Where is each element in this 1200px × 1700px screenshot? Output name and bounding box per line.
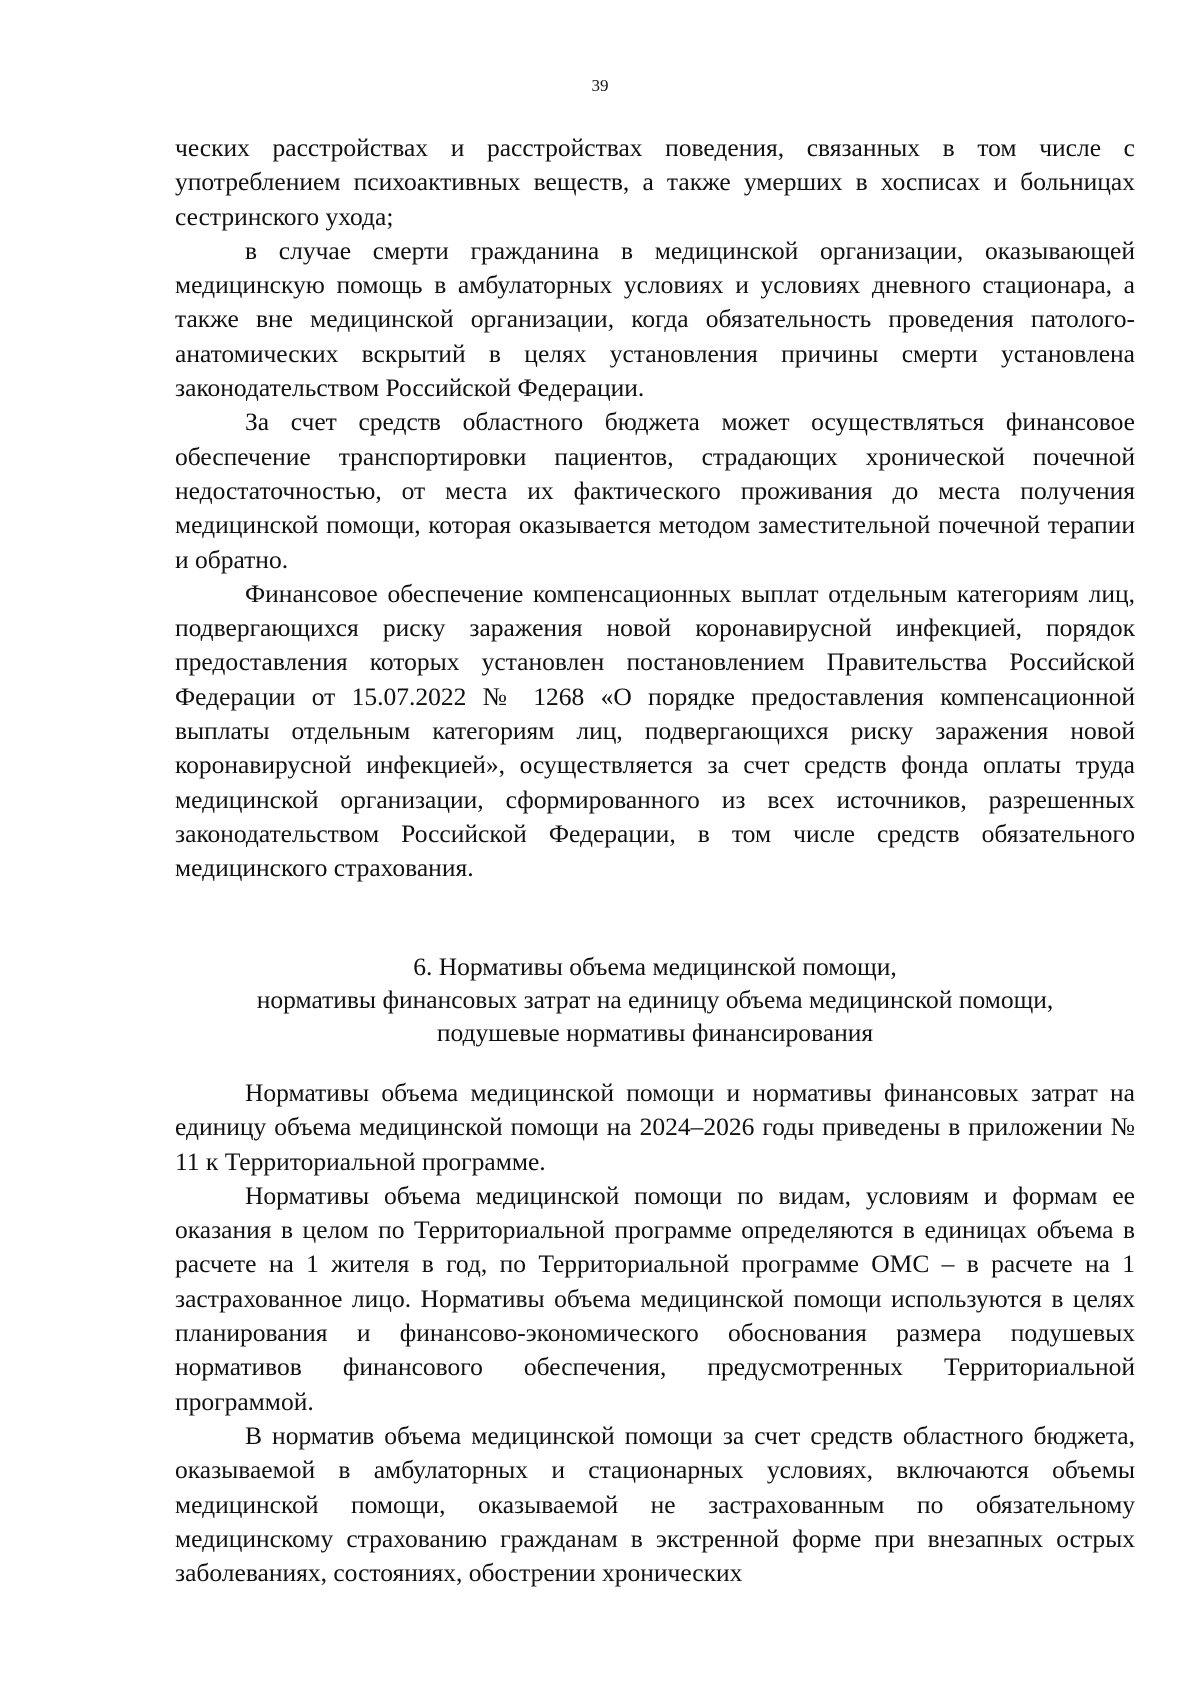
- paragraph: Финансовое обеспечение компенсационных выплат отдельным категориям лиц, подвергающихся риску заражения новой коронавирусной инфекцией, порядок предоставления которых установлен постановлением Правительства Российской Федерации от 15.07.2022 № 1268 «О порядке предоставления компенсационной выплаты отдельным категориям лиц, подвергающихся риску заражения новой коронавирусной инфекцией», осуществляется за счет средств фонда оплаты труда медицинской организации, сформированного из всех источников, разрешенных законодательством Российской Федерации, в том числе средств обязательного медицинского страхования.: [175, 578, 1135, 883]
- body-text-top: [175, 131, 1135, 886]
- page-number: 39: [591, 76, 609, 95]
- section-heading-line: подушевые нормативы финансирования: [436, 1018, 874, 1047]
- body-text-bottom: [175, 1076, 1135, 1590]
- paragraph: в случае смерти гражданина в медицинской организации, оказывающей медицинскую помощь в амбулаторных условиях и условиях дневного стационара, а также вне медицинской организации, когда обязательность проведения патолого-анатомических вскрытий в целях установления причины смерти установлена законодательством Российской Федерации.: [175, 235, 1135, 403]
- section-heading-line: нормативы финансовых затрат на единицу объема медицинской помощи,: [256, 985, 1054, 1014]
- paragraph: В норматив объема медицинской помощи за счет средств областного бюджета, оказываемой в амбулаторных и стационарных условиях, включаются объемы медицинской помощи, оказываемой не застрахованным по обязательному медицинскому страхованию гражданам в экстренной форме при внезапных острых заболеваниях, состояниях, обострении хронических: [175, 1420, 1135, 1588]
- paragraph: Нормативы объема медицинской помощи и нормативы финансовых затрат на единицу объема медицинской помощи на 2024–2026 годы приведены в приложении № 11 к Территориальной программе.: [175, 1078, 1135, 1176]
- paragraph: За счет средств областного бюджета может осуществляться финансовое обеспечение транспортировки пациентов, страдающих хронической почечной недостаточностью, от места их фактического проживания до места получения медицинской помощи, которая оказывается методом заместительной почечной терапии и обратно.: [175, 407, 1135, 574]
- paragraph: Нормативы объема медицинской помощи по видам, условиям и формам ее оказания в целом по Территориальной программе определяются в единицах объема в расчете на 1 жителя в год, по Территориальной программе ОМС – в расчете на 1 застрахованное лицо. Нормативы объема медицинской помощи используются в целях планирования и финансово-экономического обоснования размера подушевых нормативов финансового обеспечения, предусмотренных Территориальной программой.: [175, 1180, 1135, 1416]
- section-heading: [175, 950, 1135, 1049]
- section-heading-line: 6. Нормативы объема медицинской помощи,: [413, 952, 897, 981]
- paragraph-continuation: ческих расстройствах и расстройствах поведения, связанных в том числе с употреблением психоактивных веществ, а также умерших в хосписах и больницах сестринского ухода;: [175, 133, 1135, 231]
